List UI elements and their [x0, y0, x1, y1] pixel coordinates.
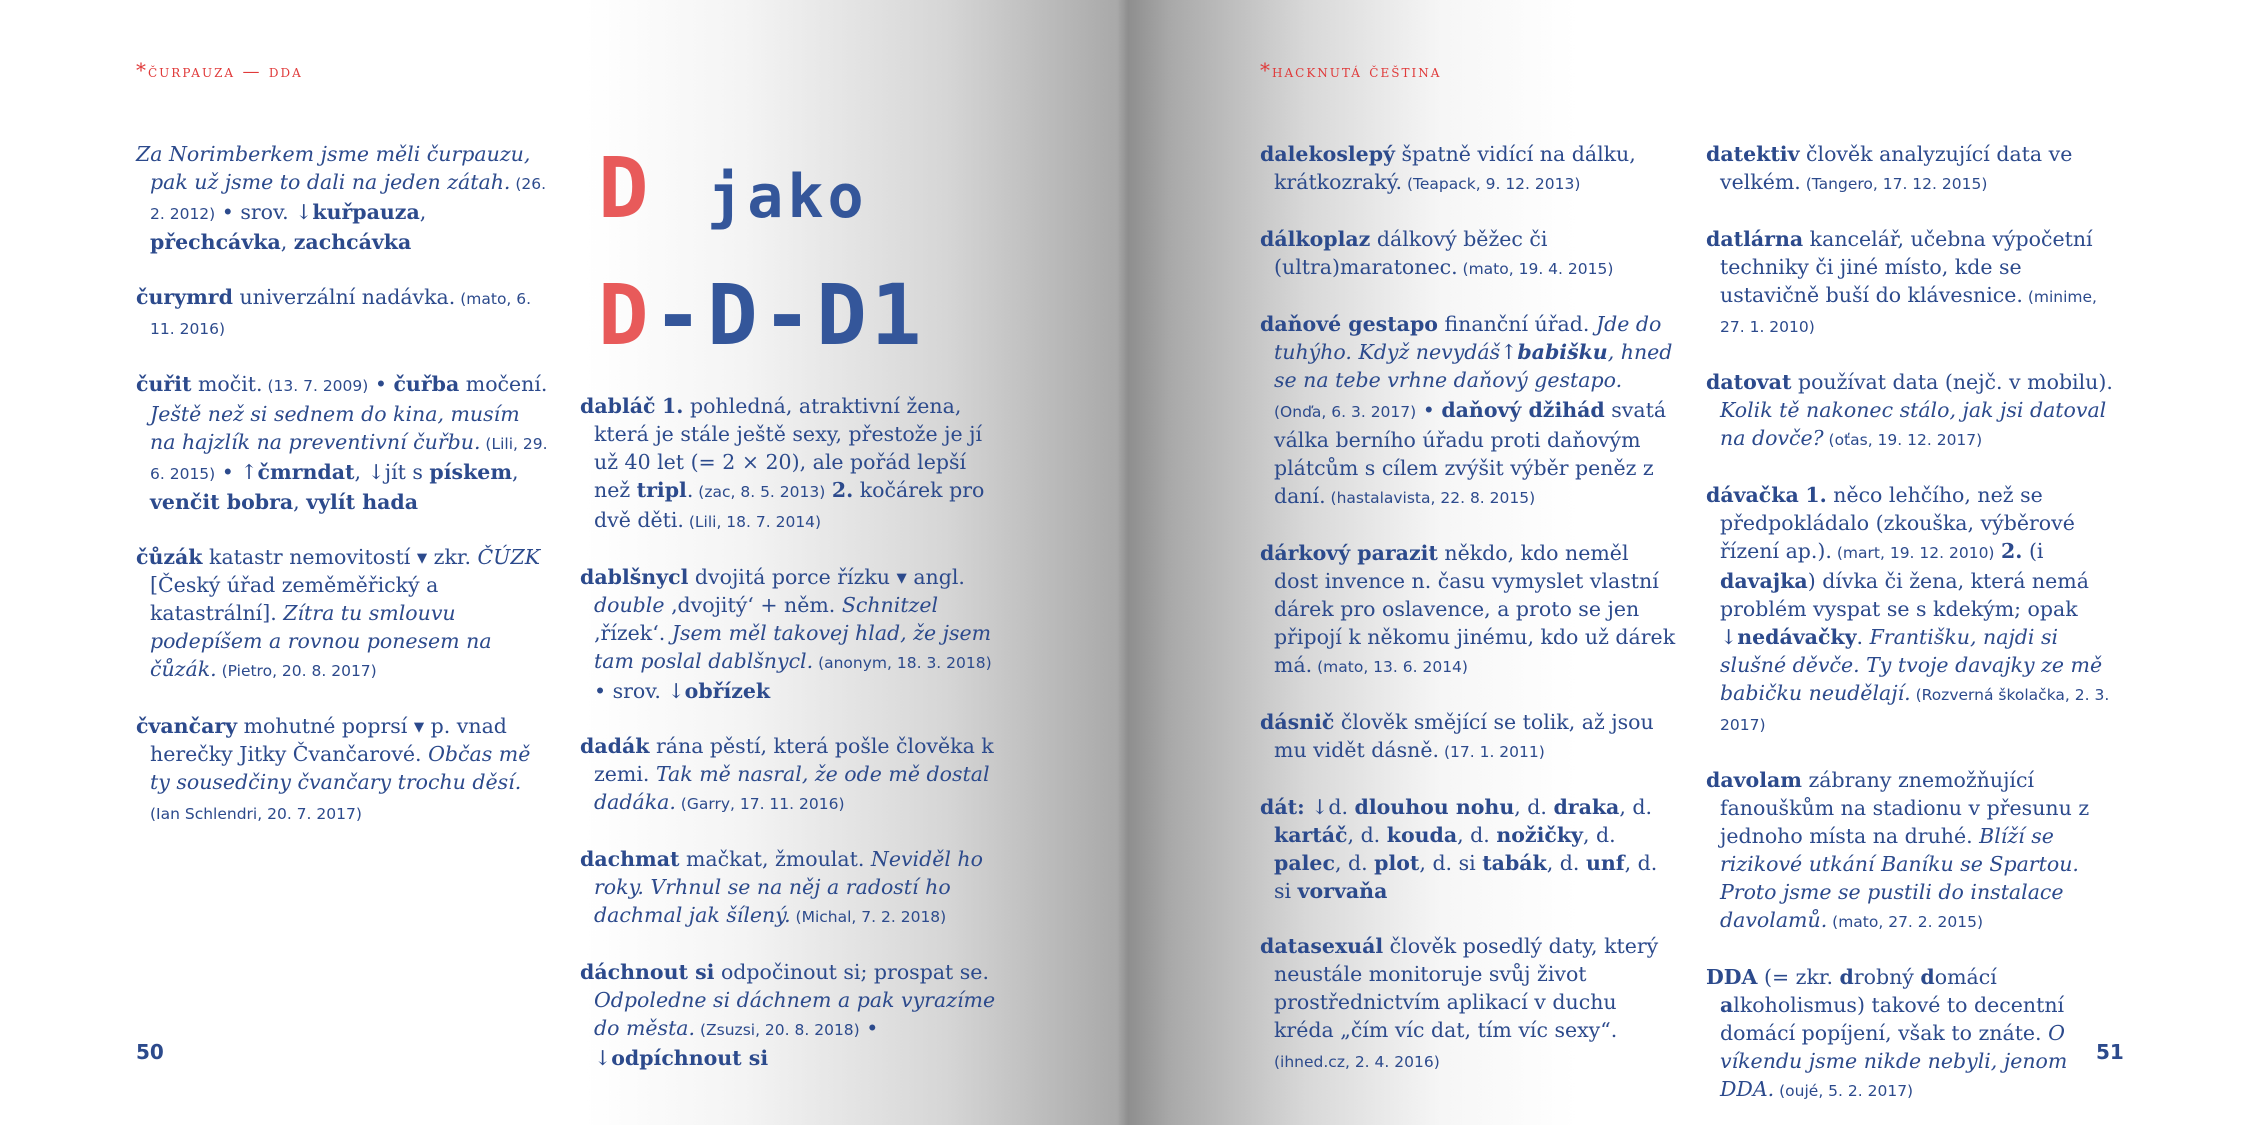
entry-text: , d. — [1582, 823, 1616, 847]
dictionary-entry — [580, 732, 998, 818]
dictionary-entry — [1260, 310, 1678, 512]
entry-headword: čuřba — [393, 372, 460, 396]
entry-text: • ↓ — [594, 1016, 879, 1070]
entry-headword: tabák — [1482, 851, 1547, 875]
entry-text: svatá válka berního úřadu proti daňovým plátcům s cílem zvýšit výběr peněz z daní. — [1274, 398, 1667, 508]
entry-text: člověk posedlý daty, který neustále monitoruje svůj život prostřednictvím aplikací v duchu kréda „čím víc dat, tím víc sexy“. — [1274, 934, 1659, 1042]
entry-headword: pískem — [429, 460, 513, 484]
dictionary-entry — [1260, 793, 1678, 905]
entry-text: kočárek pro dvě děti. — [594, 478, 985, 532]
dictionary-entry — [1706, 481, 2124, 739]
entry-source: (mato, 6. 11. 2016) — [150, 290, 532, 338]
entry-headword: 2. — [2001, 539, 2023, 563]
entry-source: (oujé, 5. 2. 2017) — [1774, 1082, 1914, 1100]
entry-text: (= zkr. — [1757, 965, 1840, 989]
entry-text: ‚dvojitý‘ + něm. — [664, 593, 842, 617]
chapter-rest: -D-D1 — [652, 266, 926, 364]
entry-text: , — [512, 460, 519, 484]
entry-text: , d. — [1514, 795, 1554, 819]
entry-text: , d. — [1347, 823, 1387, 847]
entry-text: člověk smějící se tolik, až jsou mu vidět dásně. — [1274, 710, 1654, 762]
entry-headword: a — [1720, 993, 1734, 1017]
entry-example: O víkendu jsme nikde nebyli, jenom DDA. — [1720, 1021, 2068, 1101]
entry-headword: dabláč — [580, 394, 656, 418]
entry-source: (zac, 8. 5. 2013) — [693, 483, 826, 501]
entry-text: , — [280, 230, 294, 254]
entry-example: , hned se na tebe vrhne daňový gestapo. — [1274, 340, 1673, 392]
entry-example: Františku, najdi si slušné děvče. Ty tvoje davajky ze mě babičku neudělají. — [1720, 625, 2103, 705]
entry-text: špatně vidící na dálku, krátkozraký. — [1274, 142, 1636, 194]
entry-text: • — [1416, 398, 1442, 422]
entry-headword: dablšnycl — [580, 565, 689, 589]
left-page-column-2 — [580, 392, 998, 1099]
entry-headword: DDA — [1706, 965, 1758, 989]
entry-headword: davajka — [1720, 569, 1808, 593]
entry-headword: datektiv — [1706, 142, 1800, 166]
entry-text: omácí — [1934, 965, 1997, 989]
entry-headword: vorvaňa — [1297, 879, 1388, 903]
entry-headword: obřízek — [684, 679, 771, 703]
running-head-star: * — [136, 58, 148, 82]
dictionary-entry — [1706, 963, 2124, 1105]
entry-headword: dárkový parazit — [1260, 541, 1438, 565]
entry-text: katastr nemovitostí ▾ zkr. — [202, 545, 478, 569]
entry-source: (17. 1. 2011) — [1439, 743, 1545, 761]
entry-headword: čmrndat — [257, 460, 355, 484]
entry-text: , ↓jít s — [354, 460, 430, 484]
right-page-column-2 — [1706, 140, 2124, 1125]
left-running-head — [136, 58, 303, 82]
entry-text: univerzální nadávka. — [232, 285, 456, 309]
entry-source: (Tangero, 17. 12. 2015) — [1800, 175, 1988, 193]
dictionary-entry — [1706, 766, 2124, 936]
entry-text: lkoholismus) takové to decentní domácí popíjení, však to znáte. — [1720, 993, 2065, 1045]
entry-source: (13. 7. 2009) — [262, 377, 369, 395]
entry-headword: datlárna — [1706, 227, 1804, 251]
entry-text: , d. — [1546, 851, 1586, 875]
entry-text: robný — [1853, 965, 1921, 989]
entry-text: . — [686, 478, 694, 502]
entry-text: , — [419, 200, 427, 224]
entry-text: . — [1856, 625, 1870, 649]
entry-example: Tak mě nasral, že ode mě dostal dadáka. — [594, 762, 990, 814]
entry-text: • srov. ↓ — [594, 679, 685, 703]
entry-source: (Zsuzsi, 20. 8. 2018) — [695, 1021, 860, 1039]
entry-text: , d. si — [1419, 851, 1483, 875]
entry-example: Schnitzel — [841, 593, 939, 617]
entry-headword: zachcávka — [293, 230, 412, 254]
entry-example: Za Norimberkem jsme měli čurpauzu, pak už jsme to dali na jeden zátah. — [136, 142, 531, 194]
entry-example: Zítra tu smlouvu podepíšem a rovnou ponesem na čůzák. — [150, 601, 492, 681]
entry-headword: dát: — [1260, 795, 1305, 819]
entry-headword: čvančary — [136, 714, 238, 738]
entry-text: pohledná, atraktivní žena, která je stále ještě sexy, přestože je jí už 40 let (= 2 × 20), ale pořád lepší než — [594, 394, 983, 502]
entry-source: (Rozverná školačka, 2. 3. 2017) — [1720, 686, 2110, 734]
left-page-number: 50 — [136, 1040, 164, 1064]
entry-headword: dávačka — [1706, 483, 1799, 507]
entry-text: ‚řízek‘. — [594, 621, 672, 645]
entry-text: mohutné poprsí ▾ p. vnad herečky Jitky Čvančarové. — [150, 714, 507, 766]
entry-text: něco lehčího, než se předpokládalo (zkouška, výběrové řízení ap.). — [1720, 483, 2075, 563]
entry-text: (i — [2022, 539, 2044, 563]
entry-headword: davolam — [1706, 768, 1802, 792]
entry-source: (mart, 19. 12. 2010) — [1831, 544, 1995, 562]
entry-headword: datovat — [1706, 370, 1792, 394]
entry-source: (26. 2. 2012) — [150, 175, 547, 223]
right-page-column-1 — [1260, 140, 1678, 1103]
entry-headword: nožičky — [1496, 823, 1583, 847]
dictionary-entry — [580, 392, 998, 536]
entry-source: (Lili, 18. 7. 2014) — [683, 513, 822, 531]
entry-source: (Onďa, 6. 3. 2017) — [1274, 403, 1417, 421]
entry-headword: 1. — [1805, 483, 1827, 507]
entry-headword: babišku — [1517, 340, 1608, 364]
entry-text: zábrany znemožňující fanouškům na stadionu v přesunu z jednoho místa na druhé. — [1720, 768, 2090, 848]
entry-source: (Ian Schlendri, 20. 7. 2017) — [150, 805, 362, 823]
entry-source: (mato, 27. 2. 2015) — [1827, 913, 1983, 931]
dictionary-entry — [1260, 140, 1678, 198]
entry-text: • srov. ↓ — [215, 200, 313, 224]
entry-example: double — [594, 593, 665, 617]
dictionary-entry — [136, 140, 551, 256]
entry-text: močit. — [191, 372, 263, 396]
dictionary-entry — [136, 370, 551, 516]
entry-headword: čurymrd — [136, 285, 233, 309]
dictionary-entry — [1260, 932, 1678, 1076]
entry-source: (anonym, 18. 3. 2018) — [813, 654, 992, 672]
entry-text: , — [293, 490, 307, 514]
entry-text: močení. — [459, 372, 548, 396]
entry-headword: unf — [1585, 851, 1625, 875]
entry-example: Jde do tuhýho. Když nevydáš↑ — [1274, 312, 1662, 364]
chapter-letter: D — [598, 139, 653, 237]
entry-example: Neviděl ho roky. Vrhnul se na něj a radostí ho dachmal jak šílený. — [594, 847, 983, 927]
entry-headword: palec — [1274, 851, 1335, 875]
chapter-d1: D — [598, 266, 653, 364]
entry-text: finanční úřad. — [1437, 312, 1596, 336]
dictionary-entry — [136, 712, 551, 828]
entry-headword: datasexuál — [1260, 934, 1384, 958]
entry-headword: dadák — [580, 734, 650, 758]
entry-headword: draka — [1553, 795, 1620, 819]
entry-headword: vylít hada — [306, 490, 419, 514]
entry-headword: venčit bobra — [150, 490, 294, 514]
entry-headword: dachmat — [580, 847, 680, 871]
entry-text: rána pěstí, která pošle člověka k zemi. — [594, 734, 994, 786]
entry-text: dálkový běžec či (ultra)maratonec. — [1274, 227, 1548, 279]
entry-source: (ihned.cz, 2. 4. 2016) — [1274, 1053, 1440, 1071]
dictionary-entry — [1260, 225, 1678, 283]
chapter-word: jako — [707, 162, 868, 232]
entry-headword: čůzák — [136, 545, 203, 569]
entry-headword: daňové gestapo — [1260, 312, 1438, 336]
dictionary-entry — [136, 283, 551, 343]
entry-text: • ↑ — [215, 460, 258, 484]
entry-headword: dáchnout si — [580, 960, 715, 984]
entry-headword: dlouhou nohu — [1354, 795, 1515, 819]
entry-source: (oťas, 19. 12. 2017) — [1823, 431, 1983, 449]
dictionary-entry — [580, 845, 998, 931]
entry-example: Ještě než si sednem do kina, musím na hajzlík na preventivní čuřbu. — [150, 402, 520, 454]
right-page-number: 51 — [2096, 1040, 2124, 1064]
entry-text: [Český úřad zeměměřický a katastrální]. — [150, 573, 439, 625]
entry-example: Jsem měl takovej hlad, že jsem tam poslal dablšnycl. — [594, 621, 992, 673]
entry-text: někdo, kdo neměl dost invence n. času vymyslet vlastní dárek pro oslavence, a proto se jen připojí k někomu jinému, kdo už dárek má. — [1274, 541, 1676, 677]
chapter-title — [598, 138, 925, 365]
entry-headword: dalekoslepý — [1260, 142, 1395, 166]
entry-headword: přechcávka — [150, 230, 281, 254]
entry-source: (minime, 27. 1. 2010) — [1720, 288, 2097, 336]
entry-example: ČÚZK — [477, 545, 541, 569]
entry-headword: čuřit — [136, 372, 192, 396]
entry-source: (Lili, 29. 6. 2015) — [150, 435, 548, 483]
entry-text: kancelář, učebna výpočetní techniky či jiné místo, kde se ustavičně buší do klávesnice. — [1720, 227, 2093, 307]
dictionary-entry — [580, 958, 998, 1072]
entry-text: dvojitá porce řízku ▾ angl. — [688, 565, 965, 589]
entry-headword: dálkoplaz — [1260, 227, 1371, 251]
entry-text: používat data (nejč. v mobilu). — [1791, 370, 2113, 394]
entry-headword: plot — [1374, 851, 1420, 875]
entry-headword: d — [1839, 965, 1854, 989]
entry-example: Odpoledne si dáchnem a pak vyrazíme do města. — [594, 988, 996, 1040]
entry-source: (Pietro, 20. 8. 2017) — [216, 662, 377, 680]
entry-headword: dásnič — [1260, 710, 1335, 734]
entry-text: mačkat, žmoulat. — [679, 847, 871, 871]
entry-text: • — [368, 372, 394, 396]
entry-headword: tripl — [636, 478, 687, 502]
running-head-text: čurpauza — dda — [148, 62, 303, 82]
entry-text: , d. — [1334, 851, 1375, 875]
entry-source: (mato, 19. 4. 2015) — [1457, 260, 1614, 278]
entry-headword: kartáč — [1274, 823, 1348, 847]
dictionary-entry — [1706, 225, 2124, 341]
entry-source: (hastalavista, 22. 8. 2015) — [1325, 489, 1536, 507]
entry-text: , d. — [1619, 795, 1653, 819]
dictionary-entry — [1706, 140, 2124, 198]
entry-text: ) dívka či žena, která nemá problém vyspat se s kdekým; opak ↓ — [1720, 569, 2089, 649]
entry-example: Kolik tě nakonec stálo, jak jsi datoval na dovče? — [1720, 398, 2107, 450]
entry-text: , d. — [1457, 823, 1497, 847]
entry-headword: 1. — [662, 394, 684, 418]
dictionary-entry — [136, 543, 551, 685]
entry-headword: kuřpauza — [312, 200, 420, 224]
entry-source: (mato, 13. 6. 2014) — [1312, 658, 1468, 676]
entry-headword: odpíchnout si — [611, 1046, 769, 1070]
entry-text: , d. si — [1274, 851, 1658, 903]
dictionary-entry — [580, 563, 998, 705]
entry-headword: d — [1920, 965, 1935, 989]
entry-source: (Teapack, 9. 12. 2013) — [1402, 175, 1581, 193]
entry-example: Blíží se rizikové utkání Baníku se Spartou. Proto jsme se pustili do instalace davolamů. — [1720, 824, 2079, 932]
entry-text: odpočinout si; prospat se. — [714, 960, 989, 984]
right-running-head — [1260, 58, 1441, 82]
dictionary-entry — [1706, 368, 2124, 454]
running-head-text: hacknutá čeština — [1272, 62, 1442, 82]
left-page-column-1 — [136, 140, 551, 855]
dictionary-entry — [1260, 708, 1678, 766]
entry-source: (Michal, 7. 2. 2018) — [790, 908, 947, 926]
entry-example: Občas mě ty sousedčiny čvančary trochu děsí. — [150, 742, 531, 794]
running-head-star: * — [1260, 58, 1272, 82]
entry-headword: 2. — [831, 478, 854, 502]
entry-text: ↓d. — [1304, 795, 1355, 819]
entry-text: člověk analyzující data ve velkém. — [1720, 142, 2073, 194]
entry-headword: nedávačky — [1737, 625, 1857, 649]
entry-headword: kouda — [1386, 823, 1458, 847]
dictionary-entry — [1260, 539, 1678, 681]
entry-source: (Garry, 17. 11. 2016) — [675, 795, 845, 813]
entry-headword: daňový džihád — [1441, 398, 1605, 422]
